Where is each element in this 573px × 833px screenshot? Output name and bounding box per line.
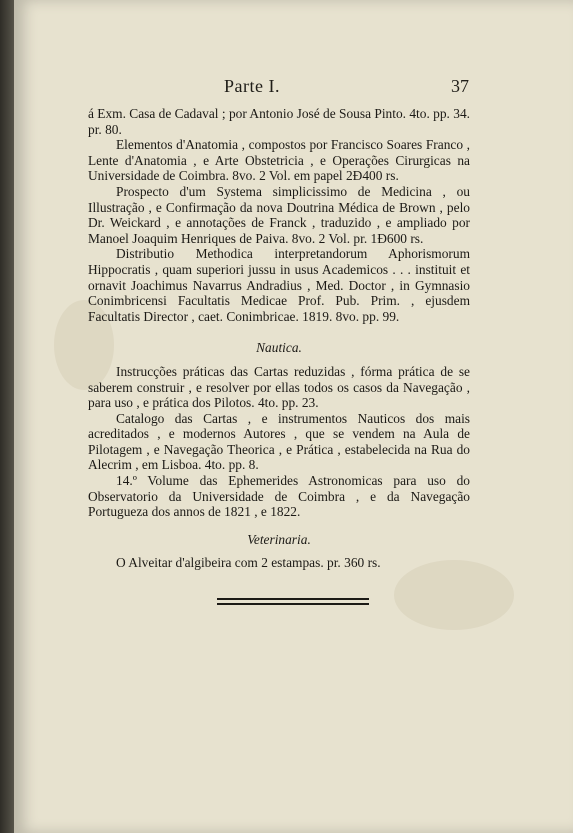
section-heading-nautica: Nautica. xyxy=(256,340,302,356)
book-page xyxy=(14,0,573,833)
running-title: Parte I. xyxy=(224,76,280,96)
closing-rule xyxy=(217,603,369,605)
page-body xyxy=(88,106,470,571)
catalog-entry: Instrucções práticas das Cartas reduzidas , fórma prática de se saberem construir , e resolver por ellas todos os casos da Navegação , para uso , e prática dos Pilotos. 4to. pp. 23. xyxy=(88,363,470,411)
catalog-entry: Elementos d'Anatomia , compostos por Francisco Soares Franco , Lente d'Anatomia , e Arte Obstetricia , e Operações Cirurgicas na Universidade de Coimbra. 8vo. 2 Vol. em papel 2Ɖ400 rs. xyxy=(88,137,470,184)
catalog-entry: 14.º Volume das Ephemerides Astronomicas para uso do Observatorio da Universidade de Coimbra , e da Navegação Portugueza dos annos de 1821 , e 1822. xyxy=(88,473,470,520)
page-header xyxy=(14,72,573,102)
catalog-entry: á Exm. Casa de Cadaval ; por Antonio José de Sousa Pinto. 4to. pp. 34. pr. 80. xyxy=(88,106,470,137)
page-number: 37 xyxy=(451,76,469,96)
catalog-entry: Distributio Methodica interpretandorum Aphorismorum Hippocratis , quam superiori jussu in usus Academicos . . . instituit et ornavit Joachimus Navarrus Andradius , Med. Doctor , in Gymnasio Conimbricensi Facultatis Medicae Prof. Pub. Prim. , ejusdem Facultatis Director , caet. Conimbricae. 1819. 8vo. pp. 99. xyxy=(88,246,470,324)
catalog-entry: O Alveitar d'algibeira com 2 estampas. pr. 360 rs. xyxy=(116,555,381,571)
section-heading-veterinaria: Veterinaria. xyxy=(247,531,311,547)
catalog-entry: Prospecto d'um Systema simplicissimo de Medicina , ou Illustração , e Confirmação da nova Doutrina Médica de Brown , pelo Dr. Weickard , e annotações de Franck , traduzido , e ampliado por Manoel Joaquim Henriques de Paiva. 8vo. 2 Vol. pr. 1Ɖ600 rs. xyxy=(88,183,470,246)
catalog-entry: Catalogo das Cartas , e instrumentos Nauticos dos mais acreditados , e modernos Autores , que se vendem na Aula de Pilotagem , e Navegação Theorica , e Prática , estabelecida na Rua do Alecrim , em Lisboa. 4to. pp. 8. xyxy=(88,410,470,473)
closing-rule xyxy=(217,598,369,600)
book-spine-edge xyxy=(0,0,14,833)
